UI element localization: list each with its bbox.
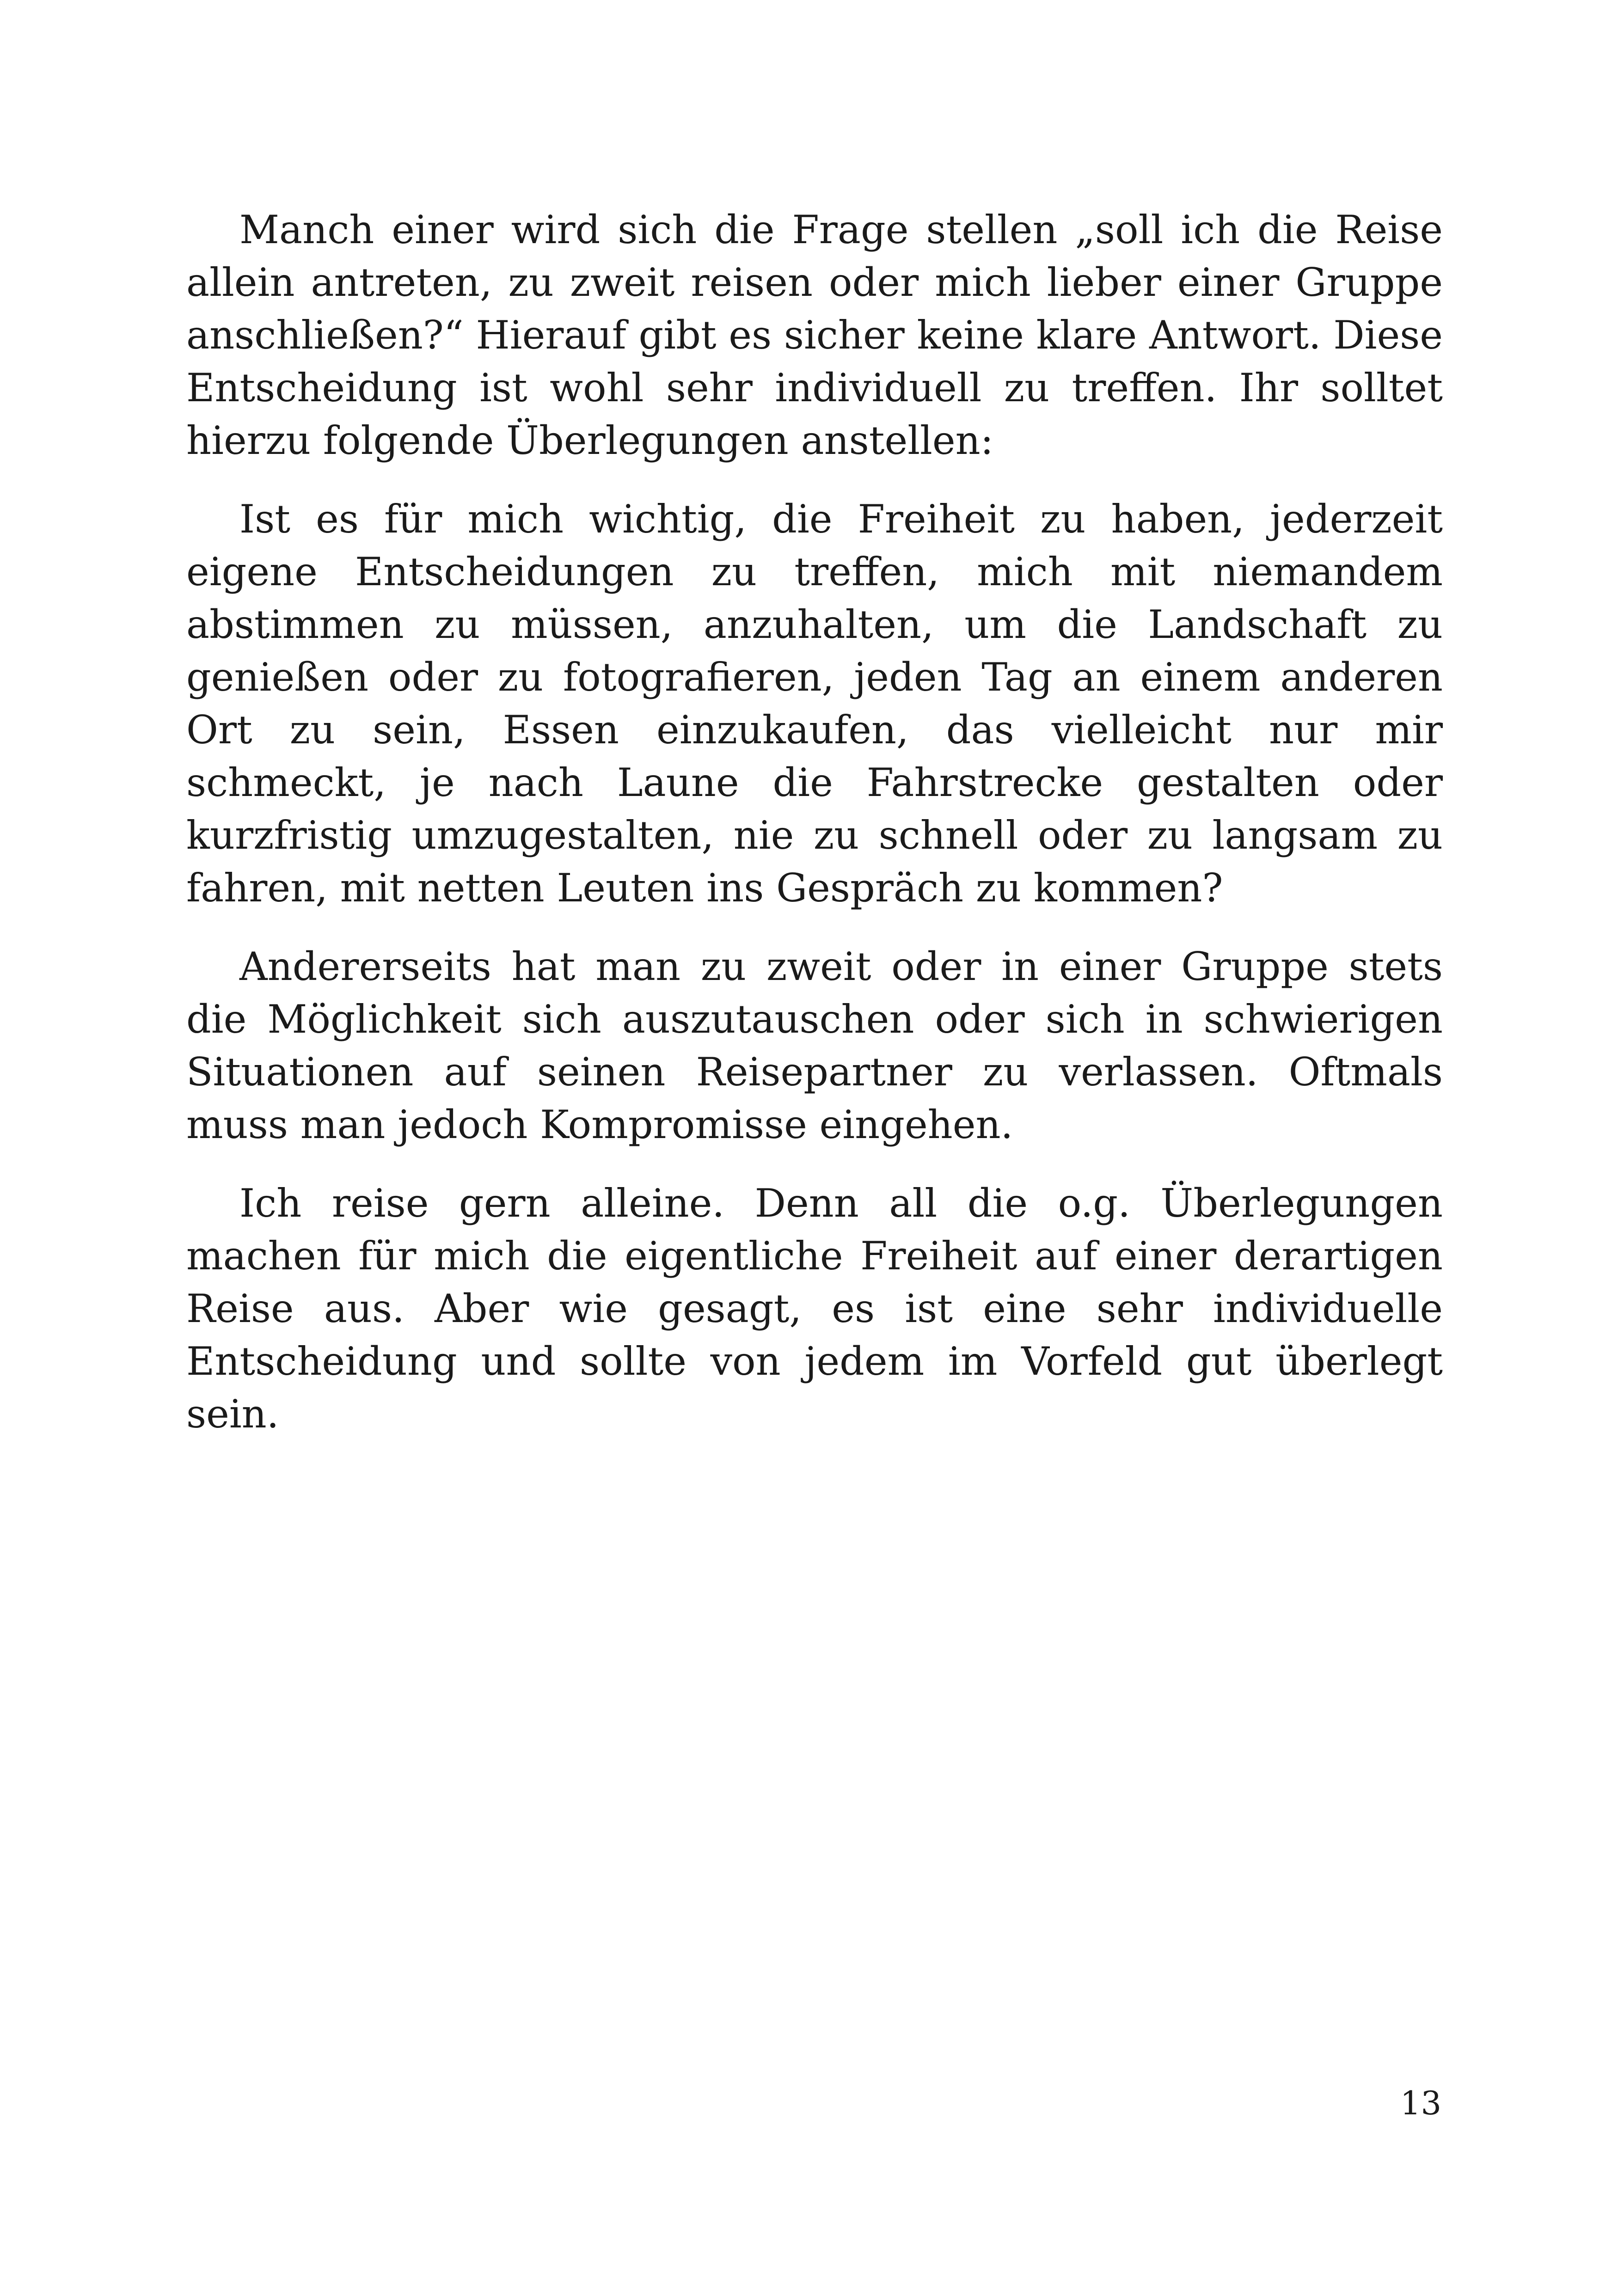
paragraph-3: Andererseits hat man zu zweit oder in einer Gruppe stets die Möglichkeit sich auszutauschen oder sich in schwierigen Situationen auf seinen Reisepartner zu verlassen. Oftmals muss man jedoch Kompromisse eingehen. <box>186 944 1443 1147</box>
paragraph-1: Manch einer wird sich die Frage stellen „soll ich die Reise allein antreten, zu zweit reisen oder mich lieber einer Gruppe anschließen?“ Hierauf gibt es sicher keine klare Antwort. Diese Entscheidung ist wohl sehr individuell zu treffen. Ihr solltet hierzu folgende Überlegungen anstellen: <box>186 207 1443 463</box>
body-text <box>186 203 1443 1466</box>
page-number: 13 <box>1400 2084 1441 2122</box>
paragraph-4: Ich reise gern alleine. Denn all die o.g. Überlegungen machen für mich die eigentliche Freiheit auf einer derartigen Reise aus. Aber wie gesagt, es ist eine sehr individuelle Entscheidung und sollte von jedem im Vorfeld gut überlegt sein. <box>186 1181 1443 1437</box>
paragraph-2: Ist es für mich wichtig, die Freiheit zu haben, jederzeit eigene Entscheidungen zu treffen, mich mit niemandem abstimmen zu müssen, anzuhalten, um die Landschaft zu genießen oder zu fotografieren, jeden Tag an einem anderen Ort zu sein, Essen einzukaufen, das vielleicht nur mir schmeckt, je nach Laune die Fahrstrecke gestalten oder kurzfristig umzugestalten, nie zu schnell oder zu langsam zu fahren, mit netten Leuten ins Gespräch zu kommen? <box>186 496 1443 911</box>
